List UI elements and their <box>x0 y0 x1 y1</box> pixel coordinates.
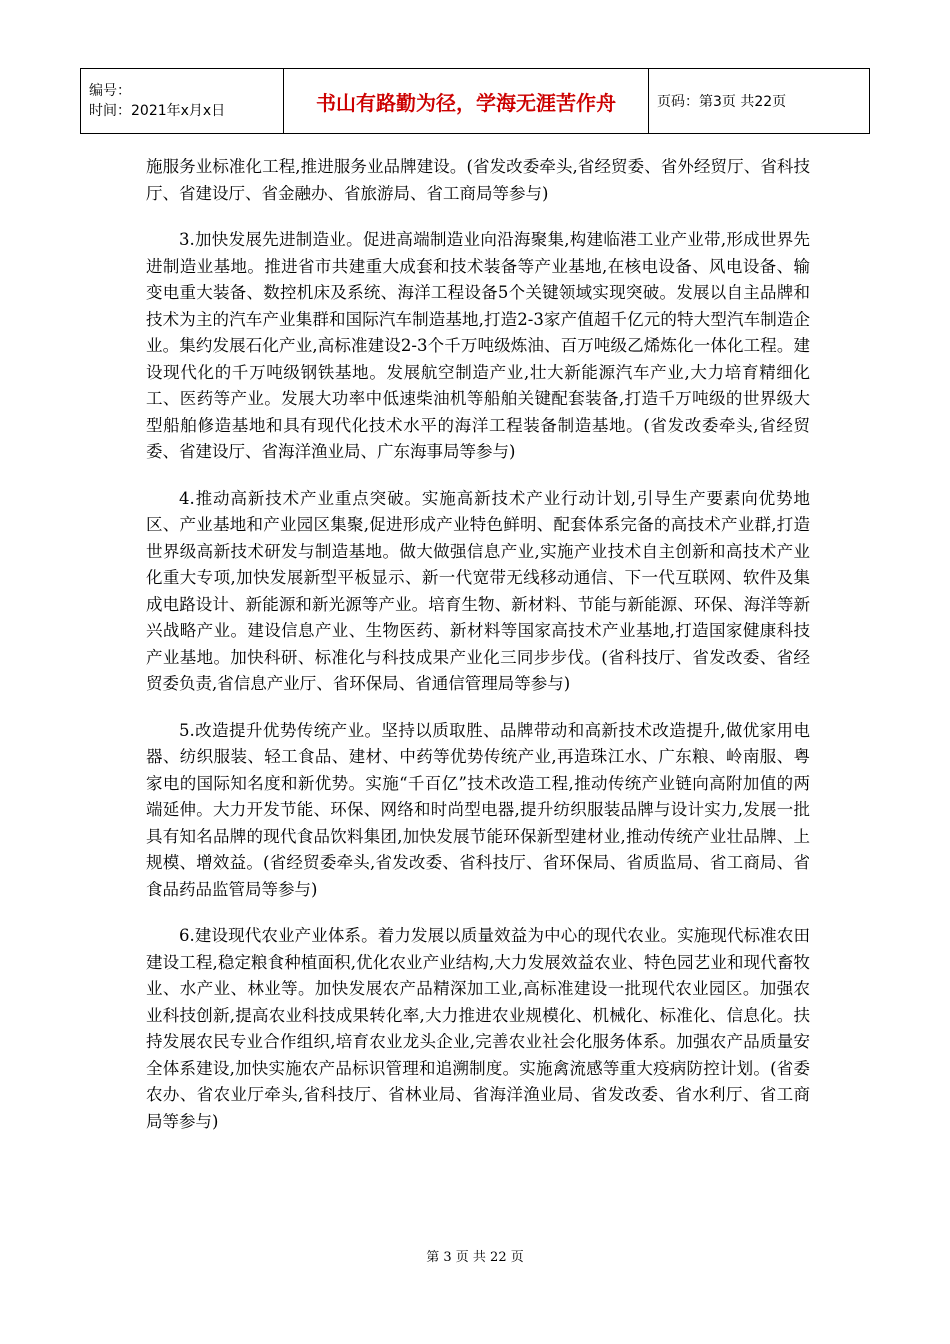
page-footer: 第 3 页 共 22 页 <box>426 1250 524 1265</box>
body-paragraph-traditional-industry: 5.改造提升优势传统产业。坚持以质取胜、品牌带动和高新技术改造提升,做优家用电器、纺织服装、轻工食品、建材、中药等优势传统产业,再造珠江水、广东粮、岭南服、粤家电的国际知名度和新优势。实施“千百亿”技术改造工程,推动传统产业链向高附加值的两端延伸。大力开发节能、环保、网络和时尚型电器,提升纺织服装品牌与设计实力,发展一批具有知名品牌的现代食品饮料集团,加快发展节能环保新型建材业,推动传统产业壮品牌、上规模、增效益。(省经贸委牵头,省发改委、省科技厅、省环保局、省质监局、省工商局、省食品药品监管局等参与) <box>146 720 810 899</box>
body-paragraph-agriculture: 6.建设现代农业产业体系。着力发展以质量效益为中心的现代农业。实施现代标准农田建设工程,稳定粮食种植面积,优化农业产业结构,大力发展效益农业、特色园艺业和现代畜牧业、水产业、林业等。加快发展农产品精深加工业,高标准建设一批现代农业园区。加强农业科技创新,提高农业科技成果转化率,大力推进农业规模化、机械化、标准化、信息化。扶持发展农民专业合作组织,培育农业龙头企业,完善农业社会化服务体系。加强农产品质量安全体系建设,加快实施农产品标识管理和追溯制度。实施禽流感等重大疫病防控计划。(省委农办、省农业厅牵头,省科技厅、省林业局、省海洋渔业局、省发改委、省水利厅、省工商局等参与) <box>146 926 810 1131</box>
document-time-label: 时间：2021年x月x日 <box>89 103 226 119</box>
document-body <box>146 154 810 1155</box>
header-meta-cell <box>81 69 284 134</box>
document-header <box>80 68 870 134</box>
document-number-label: 编号： <box>89 83 131 99</box>
body-paragraph-manufacturing: 3.加快发展先进制造业。促进高端制造业向沿海聚集,构建临港工业产业带,形成世界先进制造业基地。推进省市共建重大成套和技术装备等产业基地,在核电设备、风电设备、输变电重大装备、数控机床及系统、海洋工程设备5个关键领域实现突破。发展以自主品牌和技术为主的汽车产业集群和国际汽车制造基地,打造2-3家产值超千亿元的特大型汽车制造企业。集约发展石化产业,高标准建设2-3个千万吨级炼油、百万吨级乙烯炼化一体化工程。建设现代化的千万吨级钢铁基地。发展航空制造产业,壮大新能源汽车产业,大力培育精细化工、医药等产业。发展大功率中低速柴油机等船舶关键配套装备,打造千万吨级的世界级大型船舶修造基地和具有现代化技术水平的海洋工程装备制造基地。(省发改委牵头,省经贸委、省建设厅、省海洋渔业局、广东海事局等参与) <box>146 230 810 461</box>
body-paragraph-continuation: 施服务业标准化工程,推进服务业品牌建设。(省发改委牵头,省经贸委、省外经贸厅、省科技厅、省建设厅、省金融办、省旅游局、省工商局等参与) <box>146 157 810 203</box>
body-paragraph-hightech: 4.推动高新技术产业重点突破。实施高新技术产业行动计划,引导生产要素向优势地区、产业基地和产业园区集聚,促进形成产业特色鲜明、配套体系完备的高技术产业群,打造世界级高新技术研发与制造基地。做大做强信息产业,实施产业技术自主创新和高技术产业化重大专项,加快发展新型平板显示、新一代宽带无线移动通信、下一代互联网、软件及集成电路设计、新能源和新光源等产业。培育生物、新材料、节能与新能源、环保、海洋等新兴战略产业。建设信息产业、生物医药、新材料等国家高技术产业基地,打造国家健康科技产业基地。加快科研、标准化与科技成果产业化三同步步伐。(省科技厅、省发改委、省经贸委负责,省信息产业厅、省环保局、省通信管理局等参与) <box>146 488 810 693</box>
header-motto: 书山有路勤为径，学海无涯苦作舟 <box>284 69 649 134</box>
header-page-info: 页码：第3页 共22页 <box>649 69 870 134</box>
